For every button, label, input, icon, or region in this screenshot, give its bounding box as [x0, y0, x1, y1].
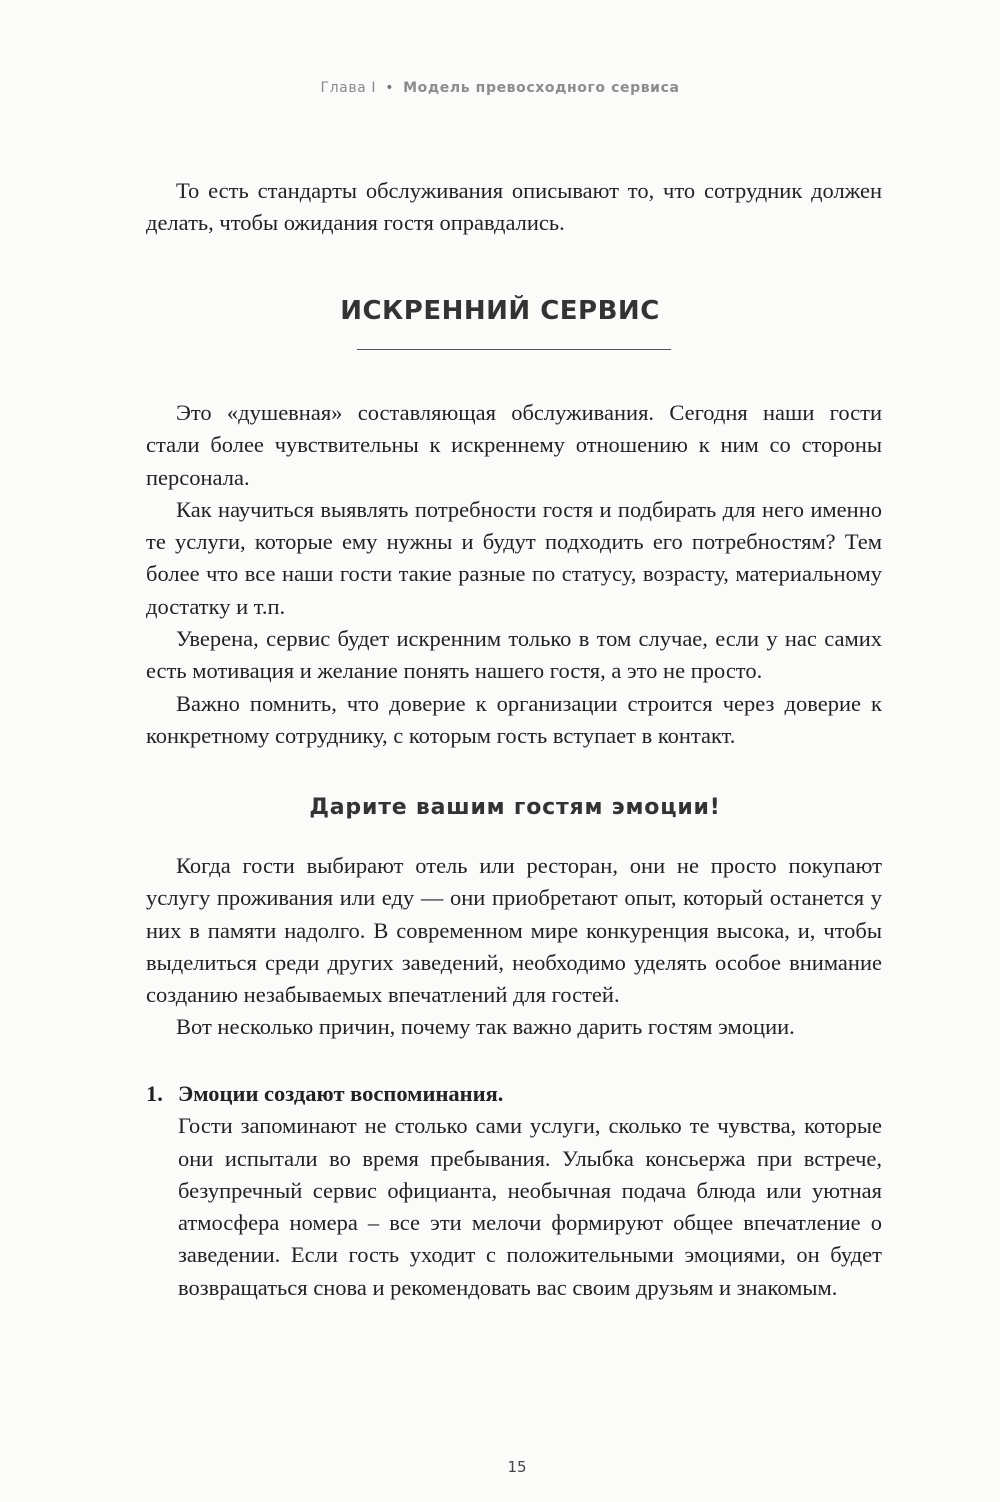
list-item-body: Гости запоминают не столько сами услуги, сколько те чувства, которые они испытали во время пребывания. Улыбка консьержа при встрече, безупречный сервис официанта, необычная подача блюда или уютная атмосфера номера – все эти мелочи формируют общее впечатление о заведении. Если гость уходит с положительными эмоциями, он будет возвращаться снова и рекомендовать вас своим друзьям и знакомым.	[178, 1113, 882, 1300]
intro-block	[146, 175, 882, 240]
list-item-number: 1.	[146, 1081, 163, 1106]
running-head-title: Модель превосходного сервиса	[403, 80, 680, 96]
section-paragraph: Важно помнить, что доверие к организации строится через доверие к конкретному сотруднику, с которым гость вступает в контакт.	[146, 690, 882, 748]
subsection-body	[146, 850, 882, 1044]
running-head	[0, 80, 1000, 96]
section-paragraph: Это «душевная» составляющая обслуживания. Сегодня наши гости стали более чувствительны к искреннему отношению к ним со стороны персонала.	[146, 400, 882, 490]
section-heading-rule	[357, 349, 671, 350]
intro-paragraph: То есть стандарты обслуживания описывают то, что сотрудник должен делать, чтобы ожидания гостя оправдались.	[146, 178, 882, 236]
section-heading: ИСКРЕННИЙ СЕРВИС	[340, 296, 660, 326]
section-paragraph: Уверена, сервис будет искренним только в том случае, если у нас самих есть мотивация и желание понять нашего гостя, а это не просто.	[146, 626, 882, 684]
subsection-paragraph: Вот несколько причин, почему так важно дарить гостям эмоции.	[176, 1014, 795, 1040]
list-item-title: Эмоции создают воспоминания.	[178, 1081, 504, 1106]
running-head-separator: •	[385, 80, 395, 96]
subsection-paragraph: Когда гости выбирают отель или ресторан, они не просто покупают услугу проживания или еду — они приобретают опыт, который останется у них в памяти надолго. В современном мире конкуренция высока, и, чтобы выделиться среди других заведений, необходимо уделять особое внимание созданию незабываемых впечатлений для гостей.	[146, 853, 882, 1008]
section-paragraph: Как научиться выявлять потребности гостя и подбирать для него именно те услуги, которые ему нужны и будут подходить его потребностям? Тем более что все наши гости такие разные по статусу, возрасту, материальному достатку и т.п.	[146, 496, 882, 619]
section-body	[146, 397, 882, 752]
running-head-chapter: Глава I	[320, 80, 377, 96]
page-number: 15	[507, 1458, 527, 1476]
numbered-list-item	[146, 1078, 882, 1304]
subsection-heading: Дарите вашим гостям эмоции!	[309, 795, 721, 820]
